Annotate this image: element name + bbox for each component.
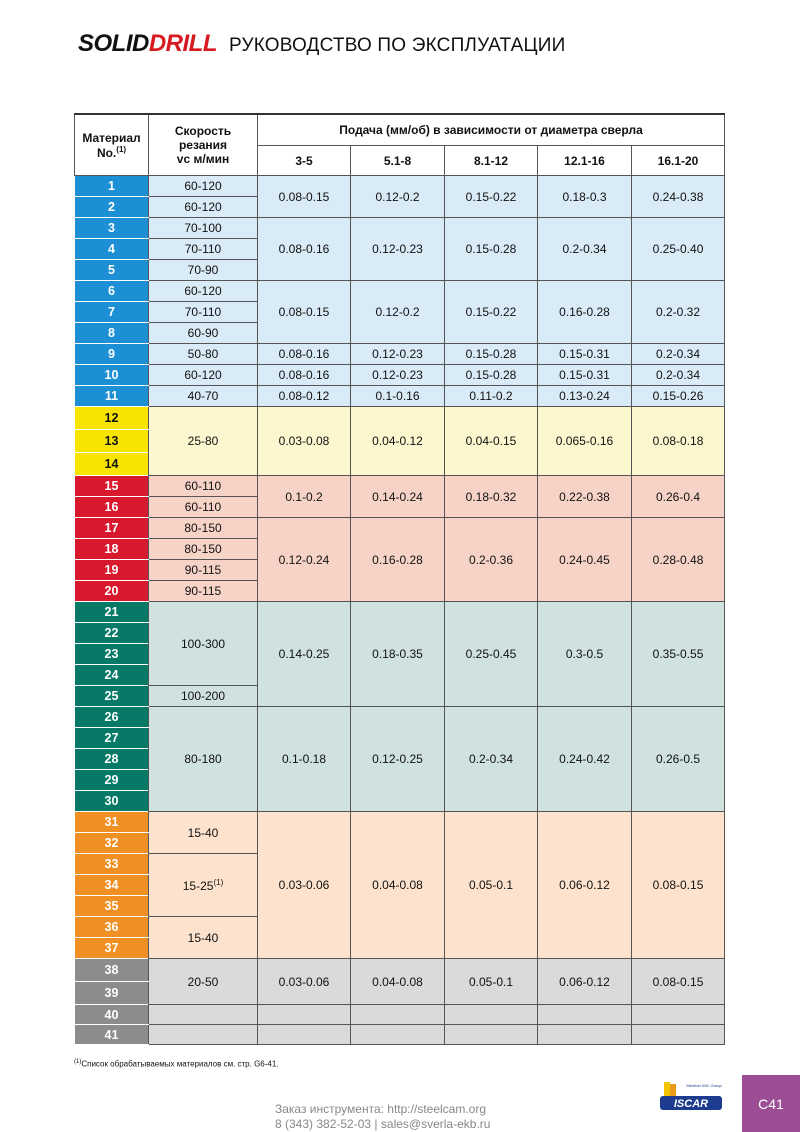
material-number: 27 [75,728,149,749]
feed-value: 0.12-0.23 [351,344,445,365]
cutting-speed: 15-40 [149,917,258,959]
feed-value: 0.15-0.28 [445,218,538,281]
material-number: 4 [75,239,149,260]
cutting-speed: 100-200 [149,686,258,707]
feed-value: 0.15-0.26 [632,386,725,407]
header-diameter: 12.1-16 [538,146,632,176]
cutting-speed: 90-115 [149,581,258,602]
material-number: 2 [75,197,149,218]
material-number: 17 [75,518,149,539]
empty-cell [632,1025,725,1045]
feed-value: 0.1-0.16 [351,386,445,407]
feed-value: 0.05-0.1 [445,959,538,1005]
material-number: 28 [75,749,149,770]
table-row [75,812,725,833]
material-number: 19 [75,560,149,581]
material-number: 31 [75,812,149,833]
table-row [75,407,725,430]
empty-cell [258,1025,351,1045]
empty-cell [351,1025,445,1045]
cutting-speed: 15-40 [149,812,258,854]
material-number: 20 [75,581,149,602]
feed-value: 0.26-0.5 [632,707,725,812]
feed-value: 0.08-0.18 [632,407,725,476]
table-row [75,281,725,302]
feed-value: 0.15-0.31 [538,344,632,365]
feed-value: 0.12-0.23 [351,218,445,281]
feed-value: 0.08-0.15 [258,281,351,344]
table-row [75,1025,725,1045]
page-header [78,30,566,62]
table-row [75,176,725,197]
cutting-speed: 60-90 [149,323,258,344]
feed-value: 0.28-0.48 [632,518,725,602]
feed-value: 0.2-0.34 [632,365,725,386]
feed-value: 0.08-0.16 [258,218,351,281]
empty-cell [149,1025,258,1045]
page-number-tab: C41 [742,1075,800,1132]
phone-email-line: 8 (343) 382-52-03 | sales@sverla-ekb.ru [275,1117,491,1131]
material-number: 15 [75,476,149,497]
material-number: 40 [75,1005,149,1025]
cutting-speed: 60-110 [149,497,258,518]
feed-value: 0.26-0.4 [632,476,725,518]
feed-value: 0.04-0.08 [351,959,445,1005]
header-diameter: 3-5 [258,146,351,176]
table-row [75,365,725,386]
feed-value: 0.04-0.15 [445,407,538,476]
cutting-speed: 15-25$^{(1)}$ [149,854,258,917]
feed-value: 0.24-0.42 [538,707,632,812]
material-number: 32 [75,833,149,854]
feed-value: 0.18-0.32 [445,476,538,518]
cutting-speed: 80-150 [149,539,258,560]
feed-value: 0.04-0.12 [351,407,445,476]
feed-value: 0.08-0.12 [258,386,351,407]
material-number: 11 [75,386,149,407]
header-cutting-speed: Скорость резания vc м/мин [149,114,258,176]
table-row [75,959,725,982]
cutting-speed: 25-80 [149,407,258,476]
material-number: 41 [75,1025,149,1045]
material-number: 35 [75,896,149,917]
material-number: 26 [75,707,149,728]
material-number: 39 [75,982,149,1005]
cutting-speed: 90-115 [149,560,258,581]
feed-value: 0.08-0.16 [258,365,351,386]
table-row [75,386,725,407]
empty-cell [538,1025,632,1045]
material-number: 5 [75,260,149,281]
footnote: $^{(1)}$Список обрабатываемых материалов см. стр. G6-41. [74,1059,279,1069]
cutting-speed: 80-180 [149,707,258,812]
contact-info [275,1102,490,1132]
feed-value: 0.08-0.16 [258,344,351,365]
material-number: 24 [75,665,149,686]
table-row [75,707,725,728]
feed-value: 0.25-0.45 [445,602,538,707]
table-row [75,1005,725,1025]
svg-text:Member IMC Group: Member IMC Group [686,1083,722,1088]
feed-value: 0.15-0.31 [538,365,632,386]
cutting-speed: 70-110 [149,239,258,260]
cutting-speed: 100-300 [149,602,258,686]
table-row [75,518,725,539]
empty-cell [149,1005,258,1025]
material-number: 6 [75,281,149,302]
feed-value: 0.18-0.3 [538,176,632,218]
material-number: 9 [75,344,149,365]
feed-value: 0.1-0.2 [258,476,351,518]
material-number: 10 [75,365,149,386]
empty-cell [445,1005,538,1025]
material-number: 38 [75,959,149,982]
feed-value: 0.2-0.34 [538,218,632,281]
svg-text:ISCAR: ISCAR [673,1098,709,1110]
cutting-speed: 70-100 [149,218,258,239]
feed-value: 0.12-0.24 [258,518,351,602]
material-number: 14 [75,453,149,476]
cutting-speed: 80-150 [149,518,258,539]
feed-value: 0.35-0.55 [632,602,725,707]
material-number: 18 [75,539,149,560]
material-number: 16 [75,497,149,518]
feed-value: 0.18-0.35 [351,602,445,707]
phone: 8 (343) 382-52-03 [275,1117,372,1131]
cutting-speed: 70-110 [149,302,258,323]
header-diameter: 16.1-20 [632,146,725,176]
feed-value: 0.15-0.28 [445,344,538,365]
empty-cell [351,1005,445,1025]
feed-value: 0.06-0.12 [538,812,632,959]
feed-value: 0.16-0.28 [538,281,632,344]
cutting-speed: 60-120 [149,281,258,302]
material-number: 25 [75,686,149,707]
feed-value: 0.12-0.23 [351,365,445,386]
table-row [75,218,725,239]
material-number: 30 [75,791,149,812]
feed-value: 0.15-0.28 [445,365,538,386]
feed-value: 0.1-0.18 [258,707,351,812]
header-feed: Подача (мм/об) в зависимости от диаметра сверла [258,114,725,146]
feed-value: 0.15-0.22 [445,176,538,218]
material-number: 29 [75,770,149,791]
feed-value: 0.13-0.24 [538,386,632,407]
empty-cell [538,1005,632,1025]
material-number: 36 [75,917,149,938]
material-number: 13 [75,430,149,453]
iscar-logo [660,1078,722,1114]
empty-cell [632,1005,725,1025]
table-row [75,476,725,497]
material-number: 8 [75,323,149,344]
feed-value: 0.24-0.45 [538,518,632,602]
table-row [75,344,725,365]
cutting-speed: 20-50 [149,959,258,1005]
feed-value: 0.06-0.12 [538,959,632,1005]
feed-value: 0.03-0.08 [258,407,351,476]
feed-value: 0.3-0.5 [538,602,632,707]
material-number: 1 [75,176,149,197]
feed-value: 0.16-0.28 [351,518,445,602]
feed-value: 0.25-0.40 [632,218,725,281]
cutting-speed: 60-110 [149,476,258,497]
header-diameter: 8.1-12 [445,146,538,176]
cutting-speed: 60-120 [149,176,258,197]
feed-value: 0.2-0.32 [632,281,725,344]
material-number: 7 [75,302,149,323]
feed-value: 0.12-0.25 [351,707,445,812]
material-number: 23 [75,644,149,665]
feed-value: 0.11-0.2 [445,386,538,407]
feed-value: 0.08-0.15 [632,812,725,959]
email-link[interactable]: sales@sverla-ekb.ru [380,1117,491,1131]
cutting-speed: 60-120 [149,365,258,386]
feed-value: 0.14-0.25 [258,602,351,707]
feed-value: 0.03-0.06 [258,959,351,1005]
header-diameter: 5.1-8 [351,146,445,176]
page-title: РУКОВОДСТВО ПО ЭКСПЛУАТАЦИИ [229,35,566,56]
empty-cell [445,1025,538,1045]
feed-value: 0.03-0.06 [258,812,351,959]
header-material: Материал No.$^{(1)}$ [75,114,149,176]
feed-value: 0.12-0.2 [351,176,445,218]
material-number: 12 [75,407,149,430]
table-row [75,602,725,623]
material-number: 3 [75,218,149,239]
feed-value: 0.04-0.08 [351,812,445,959]
feed-value: 0.14-0.24 [351,476,445,518]
material-number: 34 [75,875,149,896]
feed-value: 0.12-0.2 [351,281,445,344]
feed-value: 0.2-0.34 [445,707,538,812]
material-number: 33 [75,854,149,875]
feed-value: 0.22-0.38 [538,476,632,518]
cutting-speed: 60-120 [149,197,258,218]
feed-value: 0.08-0.15 [258,176,351,218]
material-number: 21 [75,602,149,623]
empty-cell [258,1005,351,1025]
feed-value: 0.065-0.16 [538,407,632,476]
feed-value: 0.15-0.22 [445,281,538,344]
iscar-logo-icon [660,1078,722,1114]
material-number: 37 [75,938,149,959]
cutting-speed: 70-90 [149,260,258,281]
cutting-speed: 50-80 [149,344,258,365]
feed-value: 0.08-0.15 [632,959,725,1005]
material-number: 22 [75,623,149,644]
feed-value: 0.2-0.36 [445,518,538,602]
cutting-data-table [74,113,725,1045]
feed-value: 0.2-0.34 [632,344,725,365]
feed-value: 0.24-0.38 [632,176,725,218]
soliddrill-logo: SOLIDDRILL [78,30,217,57]
order-line: Заказ инструмента: http://steelcam.org [275,1102,487,1116]
feed-value: 0.05-0.1 [445,812,538,959]
cutting-speed: 40-70 [149,386,258,407]
